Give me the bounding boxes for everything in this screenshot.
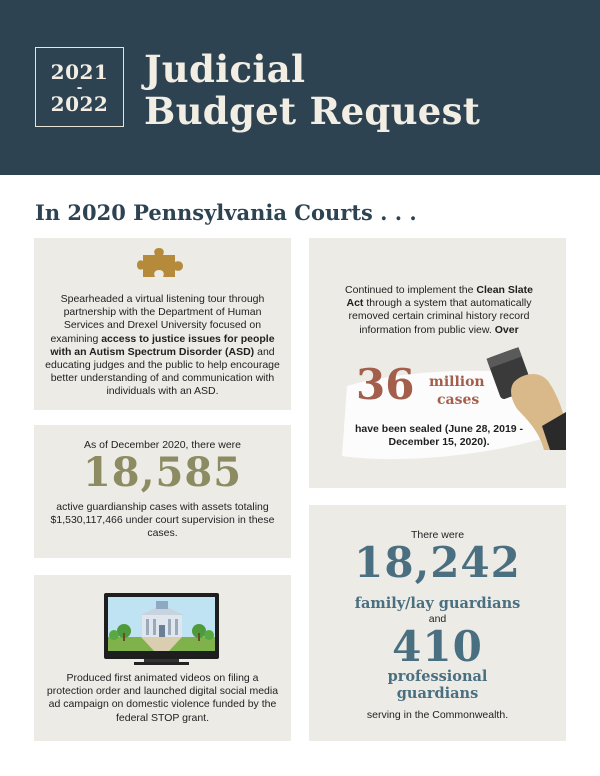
title-line-1: Judicial <box>144 47 306 91</box>
year-start: 2021 <box>50 60 109 84</box>
clean-slate-closing-text: have been sealed (June 28, 2019 - December 15, 2020). <box>354 423 524 449</box>
eraser-hand-icon <box>484 330 566 450</box>
puzzle-piece-icon <box>137 247 185 283</box>
videos-text: Produced first animated videos on filing a protection order and launched digital social media ad campaign on domestic violence funded by the federal STOP grant. <box>46 672 279 724</box>
clean-slate-act-name: Clean Slate Act <box>346 284 533 310</box>
asd-text-highlight: access to justice issues for people with an Autism Spectrum Disorder (ASD) <box>50 332 275 358</box>
professional-label-line-1: professional <box>387 668 488 685</box>
clean-slate-middle: through a system that automatically removed certain criminal history record information from public view. <box>348 297 532 336</box>
section-heading: In 2020 Pennsylvania Courts . . . <box>35 200 417 225</box>
year-end: 2022 <box>50 92 109 116</box>
clean-slate-over: Over <box>494 323 519 336</box>
asd-text-outro: and educating judges and the public to help encourage better understanding of and communication with individuals with an ASD. <box>45 345 280 398</box>
family-guardians-label: family/lay guardians <box>354 595 521 612</box>
header-banner <box>0 0 600 175</box>
asd-text <box>42 293 283 399</box>
tv-courthouse-icon <box>104 593 219 665</box>
guardians-card <box>309 505 566 741</box>
clean-slate-card <box>309 238 566 488</box>
guardianship-lead: As of December 2020, there were <box>84 439 241 451</box>
professional-label-line-2: guardians <box>396 685 479 702</box>
guardians-lead: There were <box>410 529 465 541</box>
cases-sealed-count: 36 <box>356 360 415 409</box>
title-line-2: Budget Request <box>144 89 481 133</box>
asd-card <box>34 238 291 410</box>
guardians-closing: serving in the Commonwealth. <box>366 709 509 721</box>
professional-guardians-count: 410 <box>392 622 483 671</box>
clean-slate-text <box>339 284 539 337</box>
asd-text-intro: Spearheaded a virtual listening tour through partnership with the Department of Human Services and Drexel University focused on examining <box>50 293 265 345</box>
year-box <box>35 47 124 127</box>
cases-unit-million: million <box>429 374 485 390</box>
guardianship-count: 18,585 <box>82 449 243 496</box>
professional-guardians-label <box>309 668 566 702</box>
videos-card <box>34 575 291 741</box>
year-dash: - <box>76 80 83 96</box>
clean-slate-intro: Continued to implement the <box>345 284 477 296</box>
family-guardians-count: 18,242 <box>354 538 521 587</box>
guardianship-cases-card <box>34 425 291 558</box>
guardianship-body: active guardianship cases with assets totaling $1,530,117,466 under court supervision in these cases. <box>50 501 275 540</box>
cases-unit-cases: cases <box>437 392 480 408</box>
guardians-and: and <box>428 613 447 625</box>
